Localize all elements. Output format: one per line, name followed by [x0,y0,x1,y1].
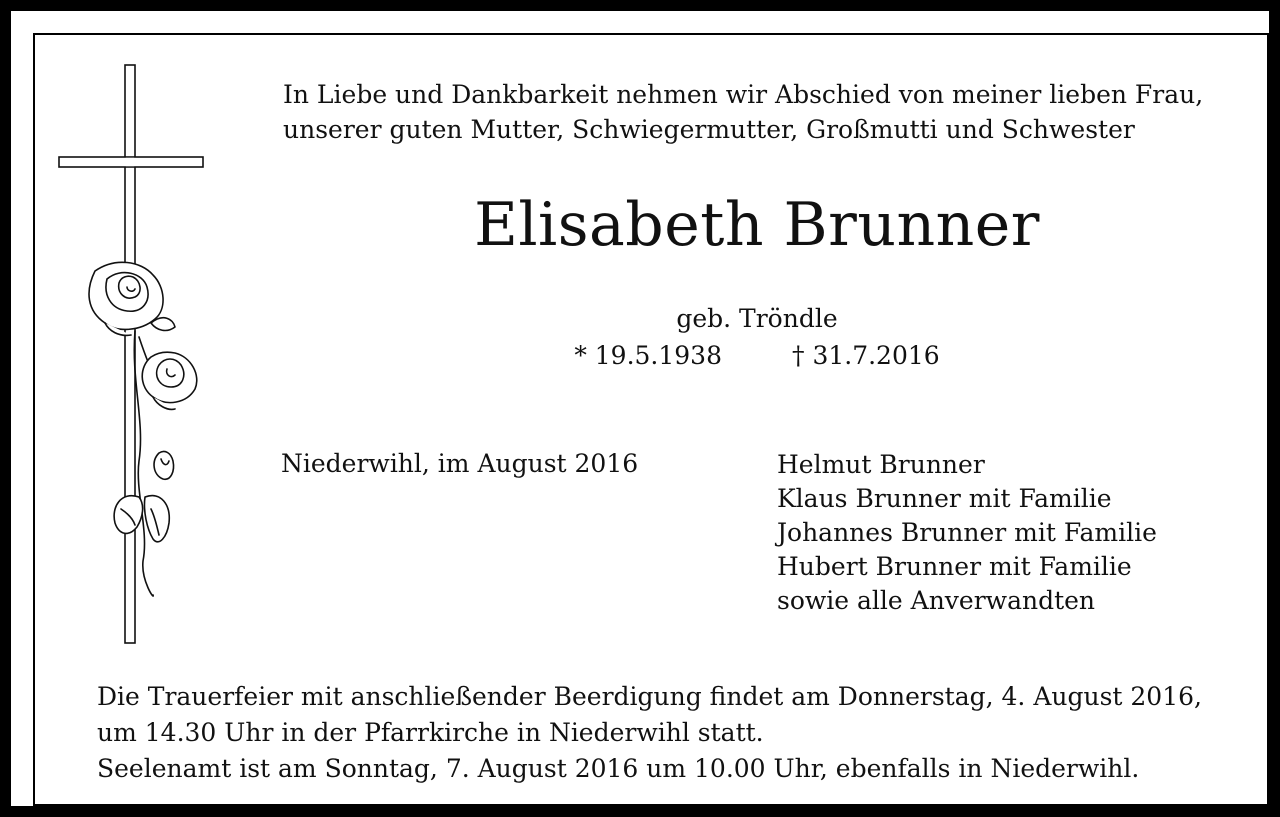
life-dates [283,340,1231,372]
mourners-list [777,448,1157,618]
intro-text [283,77,1243,147]
service-line-3: Seelenamt ist am Sonntag, 7. August 2016 um 10.00 Uhr, ebenfalls in Niederwihl. [97,754,1140,783]
maiden-name: geb. Tröndle [676,304,838,333]
place-and-date: Niederwihl, im August 2016 [281,449,639,478]
deceased-name: Elisabeth Brunner [474,190,1040,260]
death-date: † 31.7.2016 [792,341,940,370]
intro-line-2: unserer guten Mutter, Schwiegermutter, Großmutti und Schwester [283,115,1135,144]
service-details [97,679,1247,787]
mourner-item: Johannes Brunner mit Familie [777,518,1157,547]
birth-date: * 19.5.1938 [574,341,722,370]
mourner-item: Klaus Brunner mit Familie [777,484,1112,513]
mourner-item: sowie alle Anverwandten [777,586,1096,615]
mourner-item: Helmut Brunner [777,450,985,479]
intro-line-1: In Liebe und Dankbarkeit nehmen wir Abschied von meiner lieben Frau, [283,80,1204,109]
cross-with-roses-icon [55,61,207,651]
service-line-1: Die Trauerfeier mit anschließender Beerdigung findet am Donnerstag, 4. August 2016, [97,682,1202,711]
service-line-2: um 14.30 Uhr in der Pfarrkirche in Niederwihl statt. [97,718,764,747]
mourner-item: Hubert Brunner mit Familie [777,552,1132,581]
